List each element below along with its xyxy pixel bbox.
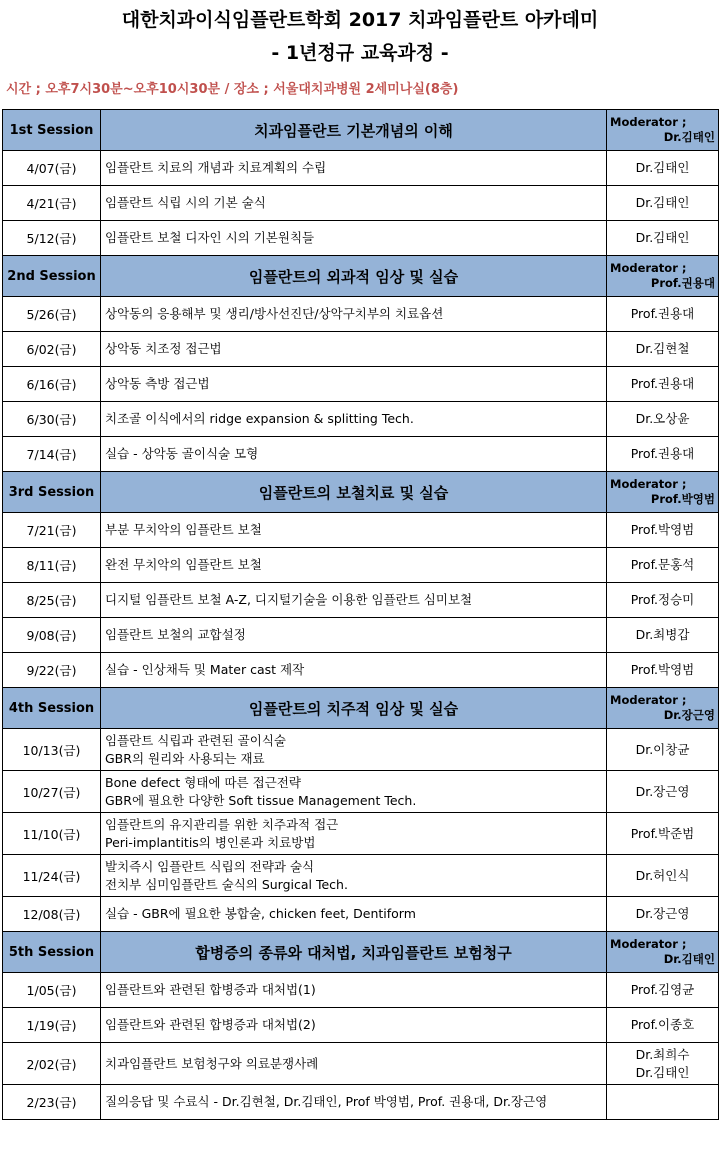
lecture-speaker <box>607 653 719 688</box>
lecture-date: 6/02(금) <box>3 332 101 367</box>
lecture-topic <box>101 813 607 855</box>
table-row <box>3 1008 719 1043</box>
speaker-line: Dr.최희수 <box>635 1046 690 1062</box>
topic-line: Bone defect 형태에 따른 접근전략 <box>105 774 301 790</box>
lecture-topic <box>101 583 607 618</box>
speaker-line: Dr.최병갑 <box>635 627 690 642</box>
moderator-label: Moderator ; <box>610 693 687 707</box>
lecture-topic <box>101 653 607 688</box>
session-title: 임플란트의 치주적 임상 및 실습 <box>101 688 607 729</box>
lecture-speaker <box>607 618 719 653</box>
table-row <box>3 186 719 221</box>
lecture-topic <box>101 1085 607 1120</box>
lecture-topic <box>101 729 607 771</box>
lecture-date: 6/16(금) <box>3 367 101 402</box>
page-title: 대한치과이식임플란트학회 2017 치과임플란트 아카데미 <box>121 9 599 31</box>
topic-line: GBR에 필요한 다양한 Soft tissue Management Tech. <box>105 792 417 808</box>
table-row <box>3 297 719 332</box>
lecture-date: 7/14(금) <box>3 437 101 472</box>
lecture-date: 4/07(금) <box>3 151 101 186</box>
speaker-line: Dr.김태인 <box>635 1064 690 1080</box>
topic-line: 임플란트와 관련된 합병증과 대처법(1) <box>105 982 316 997</box>
lecture-speaker <box>607 583 719 618</box>
speaker-line: Prof.정승미 <box>630 592 695 607</box>
lecture-date: 4/21(금) <box>3 186 101 221</box>
lecture-date: 7/21(금) <box>3 513 101 548</box>
topic-line: 임플란트 치료의 개념과 치료계획의 수립 <box>105 160 327 175</box>
topic-line: 임플란트 식립과 관련된 골이식술 <box>105 732 286 748</box>
lecture-speaker <box>607 332 719 367</box>
session-header <box>3 110 719 151</box>
lecture-topic <box>101 332 607 367</box>
topic-line: 임플란트 보철 디자인 시의 기본원칙들 <box>105 230 315 245</box>
lecture-topic <box>101 402 607 437</box>
lecture-speaker <box>607 297 719 332</box>
lecture-speaker <box>607 729 719 771</box>
lecture-topic <box>101 513 607 548</box>
table-row <box>3 437 719 472</box>
session-name: 4th Session <box>3 688 101 729</box>
lecture-date: 9/08(금) <box>3 618 101 653</box>
lecture-speaker <box>607 1085 719 1120</box>
table-row <box>3 332 719 367</box>
session-header <box>3 688 719 729</box>
topic-line: 실습 - 인상채득 및 Mater cast 제작 <box>105 662 305 677</box>
moderator-label: Moderator ; <box>610 115 687 129</box>
lecture-speaker <box>607 402 719 437</box>
session-moderator <box>607 110 719 151</box>
topic-line: 발치즉시 임플란트 식립의 전략과 술식 <box>105 858 315 874</box>
topic-line: 실습 - GBR에 필요한 봉합술, chicken feet, Dentiform <box>105 906 416 921</box>
lecture-speaker <box>607 1043 719 1085</box>
lecture-topic <box>101 973 607 1008</box>
moderator-label: Moderator ; <box>610 937 687 951</box>
table-row <box>3 618 719 653</box>
moderator-name: Prof.권용대 <box>650 276 715 290</box>
lecture-topic <box>101 151 607 186</box>
topic-line: 치조골 이식에서의 ridge expansion & splitting Tech. <box>105 411 414 426</box>
table-row <box>3 402 719 437</box>
lecture-topic <box>101 897 607 932</box>
lecture-topic <box>101 186 607 221</box>
speaker-line: Dr.허인식 <box>635 867 690 883</box>
table-row <box>3 221 719 256</box>
moderator-name: Prof.박영범 <box>650 492 715 506</box>
session-moderator <box>607 932 719 973</box>
table-row <box>3 729 719 771</box>
topic-line: 치과임플란트 보험청구와 의료분쟁사례 <box>105 1055 319 1071</box>
lecture-speaker <box>607 1008 719 1043</box>
topic-line: 실습 - 상악동 골이식술 모형 <box>105 446 259 461</box>
lecture-speaker <box>607 897 719 932</box>
session-title: 치과임플란트 기본개념의 이해 <box>101 110 607 151</box>
session-name: 5th Session <box>3 932 101 973</box>
speaker-line: Dr.이창균 <box>635 741 690 757</box>
lecture-topic <box>101 548 607 583</box>
lecture-topic <box>101 1043 607 1085</box>
moderator-name: Dr.김태인 <box>663 130 715 144</box>
lecture-speaker <box>607 813 719 855</box>
lecture-date: 10/13(금) <box>3 729 101 771</box>
lecture-date: 5/26(금) <box>3 297 101 332</box>
session-header <box>3 932 719 973</box>
lecture-date: 12/08(금) <box>3 897 101 932</box>
speaker-line: Dr.김태인 <box>635 230 690 245</box>
session-name: 2nd Session <box>3 256 101 297</box>
speaker-line: Dr.김현철 <box>635 341 690 356</box>
lecture-date: 10/27(금) <box>3 771 101 813</box>
table-row <box>3 151 719 186</box>
session-moderator <box>607 472 719 513</box>
lecture-topic <box>101 1008 607 1043</box>
speaker-line: Dr.김태인 <box>635 160 690 175</box>
lecture-date: 8/11(금) <box>3 548 101 583</box>
lecture-speaker <box>607 367 719 402</box>
lecture-date: 11/24(금) <box>3 855 101 897</box>
topic-line: 부분 무치악의 임플란트 보철 <box>105 522 262 537</box>
session-header <box>3 472 719 513</box>
session-moderator <box>607 256 719 297</box>
topic-line: 임플란트 보철의 교합설정 <box>105 627 246 642</box>
table-row <box>3 548 719 583</box>
session-name: 1st Session <box>3 110 101 151</box>
speaker-line: Dr.오상윤 <box>635 411 690 426</box>
session-header <box>3 256 719 297</box>
topic-line: 상악동 측방 접근법 <box>105 376 210 391</box>
topic-line: 상악동의 응용해부 및 생리/방사선진단/상악구치부의 치료옵션 <box>105 306 444 321</box>
speaker-line: Prof.이종호 <box>630 1017 695 1032</box>
table-row <box>3 1043 719 1085</box>
speaker-line: Prof.김영균 <box>630 982 695 997</box>
speaker-line: Prof.권용대 <box>630 376 695 391</box>
lecture-speaker <box>607 437 719 472</box>
speaker-line: Prof.권용대 <box>630 306 695 321</box>
speaker-line: Prof.박영범 <box>630 522 695 537</box>
moderator-label: Moderator ; <box>610 261 687 275</box>
lecture-date: 1/19(금) <box>3 1008 101 1043</box>
speaker-line: Dr.장근영 <box>635 906 690 921</box>
table-row <box>3 973 719 1008</box>
schedule-info: 시간 ; 오후7시30분~오후10시30분 / 장소 ; 서울대치과병원 2세미나실(8층) <box>6 82 459 97</box>
topic-line: GBR의 원리와 사용되는 재료 <box>105 750 265 766</box>
lecture-date: 6/30(금) <box>3 402 101 437</box>
speaker-line: Dr.김태인 <box>635 195 690 210</box>
moderator-name: Dr.김태인 <box>663 952 715 966</box>
session-title: 임플란트의 보철치료 및 실습 <box>101 472 607 513</box>
lecture-speaker <box>607 151 719 186</box>
topic-line: 디지털 임플란트 보철 A-Z, 디지털기술을 이용한 임플란트 심미보철 <box>105 592 473 607</box>
topic-line: 임플란트와 관련된 합병증과 대처법(2) <box>105 1017 316 1032</box>
table-row <box>3 583 719 618</box>
lecture-date: 2/23(금) <box>3 1085 101 1120</box>
speaker-line: Dr.장근영 <box>635 783 690 799</box>
table-row <box>3 367 719 402</box>
lecture-topic <box>101 367 607 402</box>
topic-line: 임플란트 식립 시의 기본 술식 <box>105 195 266 210</box>
lecture-topic <box>101 855 607 897</box>
topic-line: Peri-implantitis의 병인론과 치료방법 <box>105 834 316 850</box>
lecture-topic <box>101 437 607 472</box>
topic-line: 질의응답 및 수료식 - Dr.김현철, Dr.김태인, Prof 박영범, Prof. 권용대, Dr.장근영 <box>105 1094 548 1109</box>
speaker-line: Prof.박영범 <box>630 662 695 677</box>
lecture-speaker <box>607 513 719 548</box>
lecture-topic <box>101 297 607 332</box>
topic-line: 완전 무치악의 임플란트 보철 <box>105 557 262 572</box>
lecture-date: 5/12(금) <box>3 221 101 256</box>
lecture-topic <box>101 221 607 256</box>
table-row <box>3 653 719 688</box>
session-name: 3rd Session <box>3 472 101 513</box>
speaker-line: Prof.권용대 <box>630 446 695 461</box>
session-title: 임플란트의 외과적 임상 및 실습 <box>101 256 607 297</box>
lecture-speaker <box>607 186 719 221</box>
lecture-date: 8/25(금) <box>3 583 101 618</box>
page-subtitle: - 1년정규 교육과정 - <box>271 42 449 64</box>
lecture-date: 11/10(금) <box>3 813 101 855</box>
speaker-line: Prof.박준범 <box>630 825 695 841</box>
lecture-topic <box>101 771 607 813</box>
table-row <box>3 897 719 932</box>
schedule-table <box>2 109 719 1120</box>
lecture-speaker <box>607 855 719 897</box>
table-row <box>3 771 719 813</box>
lecture-date: 2/02(금) <box>3 1043 101 1085</box>
table-row <box>3 813 719 855</box>
moderator-name: Dr.장근영 <box>663 708 715 722</box>
topic-line: 상악동 치조정 접근법 <box>105 341 222 356</box>
topic-line: 임플란트의 유지관리를 위한 치주과적 접근 <box>105 816 339 832</box>
lecture-topic <box>101 618 607 653</box>
table-row <box>3 855 719 897</box>
session-moderator <box>607 688 719 729</box>
moderator-label: Moderator ; <box>610 477 687 491</box>
table-row <box>3 513 719 548</box>
table-row <box>3 1085 719 1120</box>
session-title: 합병증의 종류와 대처법, 치과임플란트 보험청구 <box>101 932 607 973</box>
lecture-speaker <box>607 548 719 583</box>
speaker-line: Prof.문홍석 <box>630 557 695 572</box>
lecture-date: 9/22(금) <box>3 653 101 688</box>
lecture-date: 1/05(금) <box>3 973 101 1008</box>
lecture-speaker <box>607 771 719 813</box>
topic-line: 전치부 심미임플란트 술식의 Surgical Tech. <box>105 876 348 892</box>
lecture-speaker <box>607 221 719 256</box>
lecture-speaker <box>607 973 719 1008</box>
